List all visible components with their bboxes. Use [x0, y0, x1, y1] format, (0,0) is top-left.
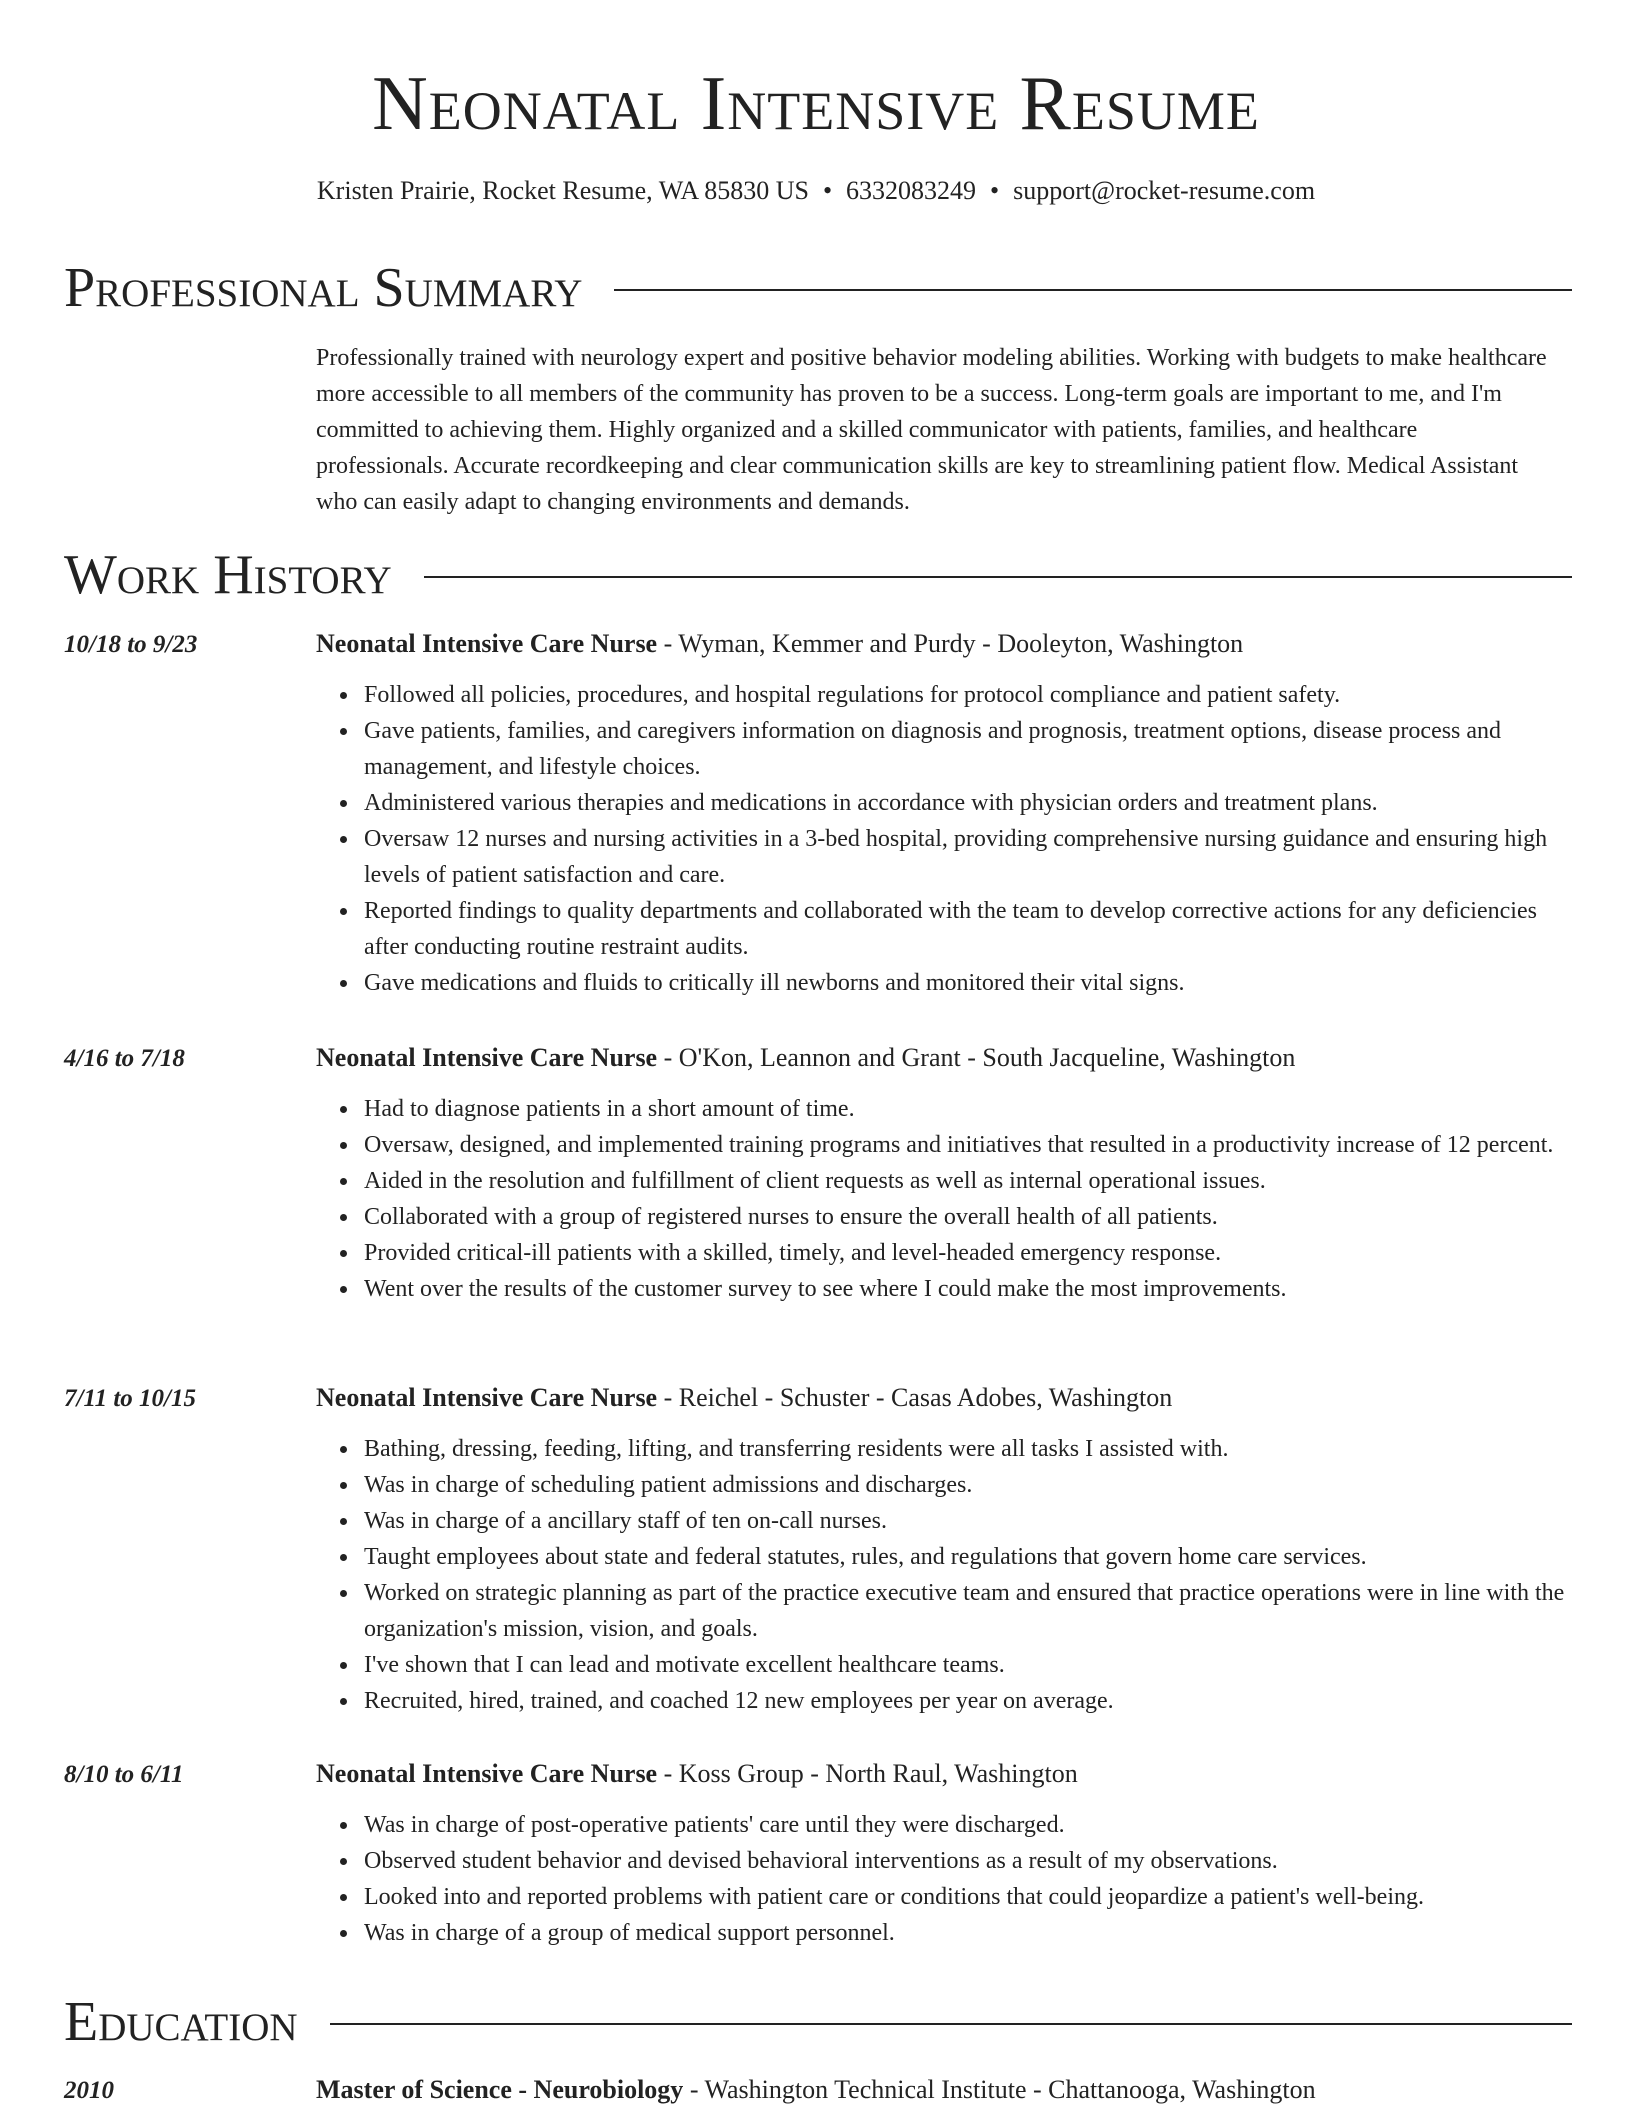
- list-item: • Gave medications and fluids to critically ill newborns and monitored their vital signs.: [360, 965, 1572, 1001]
- job-employer: - Koss Group - North Raul, Washington: [657, 1759, 1078, 1788]
- job-role: Neonatal Intensive Care Nurse: [316, 1043, 658, 1072]
- list-item: • Was in charge of a ancillary staff of ten on-call nurses.: [360, 1503, 1572, 1539]
- list-item: • Administered various therapies and medications in accordance with physician orders and treatment plans.: [360, 785, 1572, 821]
- list-item: • Looked into and reported problems with patient care or conditions that could jeopardize a patient's well-being.: [360, 1879, 1572, 1915]
- section-heading-education: [64, 1990, 1572, 2054]
- section-title: Education: [64, 1991, 298, 2053]
- job-header: [64, 1380, 1572, 1417]
- list-item: • I've shown that I can lead and motivate excellent healthcare teams.: [360, 1647, 1572, 1683]
- list-item: • Gave patients, families, and caregivers information on diagnosis and prognosis, treatment options, disease process and management, and lifestyle choices.: [360, 713, 1572, 785]
- job-bullets: [64, 677, 1572, 1001]
- job-header: [64, 626, 1572, 663]
- job-header: [64, 1040, 1572, 1077]
- section-title: Work History: [64, 544, 392, 606]
- contact-email: support@rocket-resume.com: [1013, 176, 1316, 205]
- list-item: • Observed student behavior and devised behavioral interventions as a result of my observations.: [360, 1843, 1572, 1879]
- list-item: • Was in charge of post-operative patients' care until they were discharged.: [360, 1807, 1572, 1843]
- job-employer: - Wyman, Kemmer and Purdy - Dooleyton, Washington: [657, 629, 1244, 658]
- job-entry: [64, 1756, 1572, 1951]
- list-item: • Had to diagnose patients in a short amount of time.: [360, 1091, 1572, 1127]
- job-entry: [64, 626, 1572, 1001]
- job-employer: - O'Kon, Leannon and Grant - South Jacqueline, Washington: [657, 1043, 1296, 1072]
- contact-separator: •: [990, 176, 1000, 205]
- section-divider: [424, 576, 1572, 578]
- job-title-line: [316, 626, 1243, 662]
- job-title-line: [316, 1040, 1295, 1076]
- job-role: Neonatal Intensive Care Nurse: [316, 1759, 658, 1788]
- contact-separator: •: [822, 176, 833, 205]
- education-line: [316, 2072, 1316, 2108]
- summary-text: Professionally trained with neurology expert and positive behavior modeling abilities. Working with budgets to make healthcare more accessible to all members of the community has proven to be a success. Long-term goals are important to me, and I'm committed to achieving them. Highly organized and a skilled communicator with patients, families, and healthcare professionals. Accurate recordkeeping and clear communication skills are key to streamlining patient flow. Medical Assistant who can easily adapt to changing environments and demands.: [316, 345, 1547, 515]
- list-item: • Followed all policies, procedures, and hospital regulations for protocol compliance and patient safety.: [360, 677, 1572, 713]
- resume-title: Neonatal Intensive Resume: [372, 60, 1260, 146]
- list-item: • Bathing, dressing, feeding, lifting, and transferring residents were all tasks I assisted with.: [360, 1431, 1572, 1467]
- section-divider: [614, 289, 1572, 291]
- list-item: • Worked on strategic planning as part of the practice executive team and ensured that practice operations were in line with the organization's mission, vision, and goals.: [360, 1575, 1572, 1647]
- list-item: • Went over the results of the customer survey to see where I could make the most improvements.: [360, 1271, 1572, 1307]
- list-item: • Taught employees about state and federal statutes, rules, and regulations that govern home care services.: [360, 1539, 1572, 1575]
- job-dates: 7/11 to 10/15: [64, 1385, 196, 1412]
- contact-line: [0, 174, 1632, 208]
- list-item: • Recruited, hired, trained, and coached 12 new employees per year on average.: [360, 1683, 1572, 1719]
- job-dates: 10/18 to 9/23: [64, 631, 198, 658]
- section-title: Professional Summary: [64, 257, 583, 319]
- education-degree: Master of Science - Neurobiology: [316, 2075, 684, 2104]
- list-item: • Was in charge of a group of medical support personnel.: [360, 1915, 1572, 1951]
- list-item: • Aided in the resolution and fulfillment of client requests as well as internal operational issues.: [360, 1163, 1572, 1199]
- list-item: • Collaborated with a group of registered nurses to ensure the overall health of all patients.: [360, 1199, 1572, 1235]
- job-bullets: [64, 1431, 1572, 1719]
- job-role: Neonatal Intensive Care Nurse: [316, 629, 658, 658]
- list-item: • Was in charge of scheduling patient admissions and discharges.: [360, 1467, 1572, 1503]
- list-item: • Provided critical-ill patients with a skilled, timely, and level-headed emergency response.: [360, 1235, 1572, 1271]
- job-dates: 4/16 to 7/18: [64, 1045, 185, 1072]
- section-heading-summary: [64, 256, 1572, 320]
- job-bullets: [64, 1091, 1572, 1307]
- job-entry: [64, 1040, 1572, 1307]
- job-dates: 8/10 to 6/11: [64, 1761, 184, 1788]
- job-employer: - Reichel - Schuster - Casas Adobes, Washington: [657, 1383, 1173, 1412]
- education-entry: [64, 2072, 1572, 2109]
- job-title-line: [316, 1380, 1172, 1416]
- job-bullets: [64, 1807, 1572, 1951]
- contact-phone: 6332083249: [846, 176, 977, 205]
- education-year: 2010: [64, 2077, 114, 2104]
- education-header: [64, 2072, 1572, 2109]
- education-school: - Washington Technical Institute - Chattanooga, Washington: [683, 2075, 1316, 2104]
- section-divider: [330, 2023, 1572, 2025]
- contact-address: Kristen Prairie, Rocket Resume, WA 85830 US: [316, 176, 809, 205]
- job-entry: [64, 1380, 1572, 1719]
- job-role: Neonatal Intensive Care Nurse: [316, 1383, 658, 1412]
- list-item: • Reported findings to quality departments and collaborated with the team to develop corrective actions for any deficiencies after conducting routine restraint audits.: [360, 893, 1572, 965]
- job-header: [64, 1756, 1572, 1793]
- list-item: • Oversaw 12 nurses and nursing activities in a 3-bed hospital, providing comprehensive nursing guidance and ensuring high levels of patient satisfaction and care.: [360, 821, 1572, 893]
- section-heading-work-history: [64, 543, 1572, 607]
- list-item: • Oversaw, designed, and implemented training programs and initiatives that resulted in a productivity increase of 12 percent.: [360, 1127, 1572, 1163]
- job-title-line: [316, 1756, 1078, 1792]
